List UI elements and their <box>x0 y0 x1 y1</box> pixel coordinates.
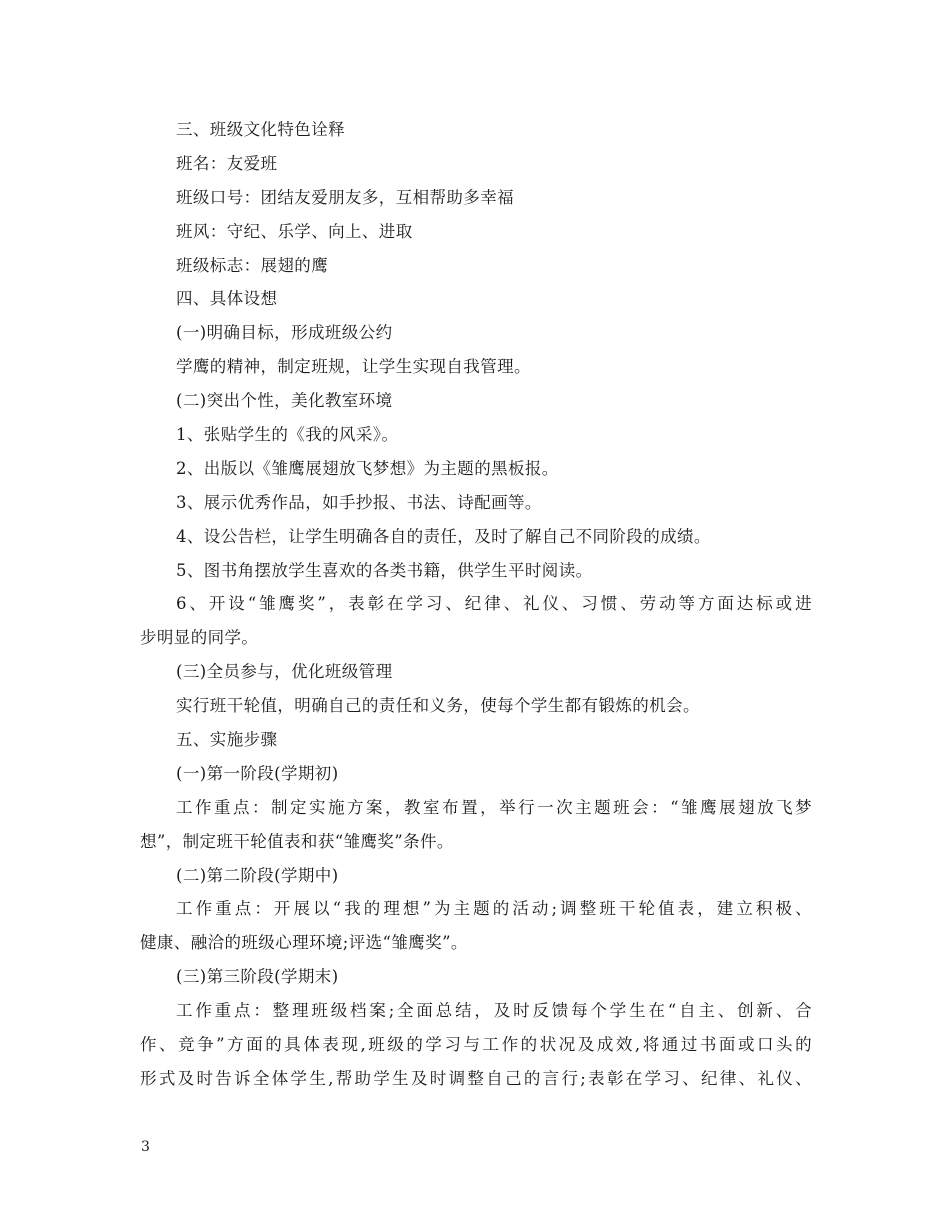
text-line: 五、实施步骤 <box>176 730 278 750</box>
text-line: 班名：友爱班 <box>176 153 278 173</box>
page-number: 3 <box>141 1139 150 1155</box>
text-line: 三、班级文化特色诠释 <box>176 120 345 139</box>
text-line: 班级口号：团结友爱朋友多，互相帮助多幸福 <box>176 187 514 207</box>
text-line: 作、竞争”方面的具体表现,班级的学习与工作的状况及成效,将通过书面或口头的 <box>140 1035 812 1055</box>
text-line: 1、张贴学生的《我的风采》。 <box>176 425 399 445</box>
text-line: 2、出版以《雏鹰展翅放飞梦想》为主题的黑板报。 <box>176 458 559 478</box>
text-line: 工作重点：开展以“我的理想”为主题的活动;调整班干轮值表，建立积极、 <box>176 899 812 919</box>
text-line: 健康、融洽的班级心理环境;评选“雏鹰奖”。 <box>140 933 468 953</box>
text-line: 学鹰的精神，制定班规，让学生实现自我管理。 <box>176 357 531 377</box>
text-line: 工作重点：制定实施方案，教室布置，举行一次主题班会：“雏鹰展翅放飞梦 <box>176 797 812 817</box>
text-line: (三)第三阶段(学期末) <box>176 967 339 987</box>
text-line: 实行班干轮值，明确自己的责任和义务，使每个学生都有锻炼的机会。 <box>176 696 700 716</box>
text-line: 想”，制定班干轮值表和获“雏鹰奖”条件。 <box>140 831 454 851</box>
text-line: (一)明确目标，形成班级公约 <box>176 323 393 343</box>
text-line: 工作重点：整理班级档案;全面总结，及时反馈每个学生在“自主、创新、合 <box>176 1001 812 1021</box>
text-line: (二)突出个性，美化教室环境 <box>176 391 393 411</box>
text-line: 6、开设“雏鹰奖”，表彰在学习、纪律、礼仪、习惯、劳动等方面达标或进 <box>176 594 812 614</box>
text-line: (二)第二阶段(学期中) <box>176 865 339 885</box>
text-line: (三)全员参与，优化班级管理 <box>176 662 393 682</box>
text-line: 步明显的同学。 <box>140 628 259 648</box>
text-line: 3、展示优秀作品，如手抄报、书法、诗配画等。 <box>176 492 542 512</box>
text-line: 班风：守纪、乐学、向上、进取 <box>176 221 413 241</box>
text-line: 5、图书角摆放学生喜欢的各类书籍，供学生平时阅读。 <box>176 560 593 580</box>
text-line: 班级标志：展翅的鹰 <box>176 255 329 275</box>
text-line: 4、设公告栏，让学生明确各自的责任，及时了解自己不同阶段的成绩。 <box>176 526 711 546</box>
text-line: 四、具体设想 <box>176 289 278 309</box>
text-line: (一)第一阶段(学期初) <box>176 763 339 783</box>
document-body <box>140 113 812 1096</box>
text-line: 形式及时告诉全体学生,帮助学生及时调整自己的言行;表彰在学习、纪律、礼仪、 <box>140 1068 812 1088</box>
